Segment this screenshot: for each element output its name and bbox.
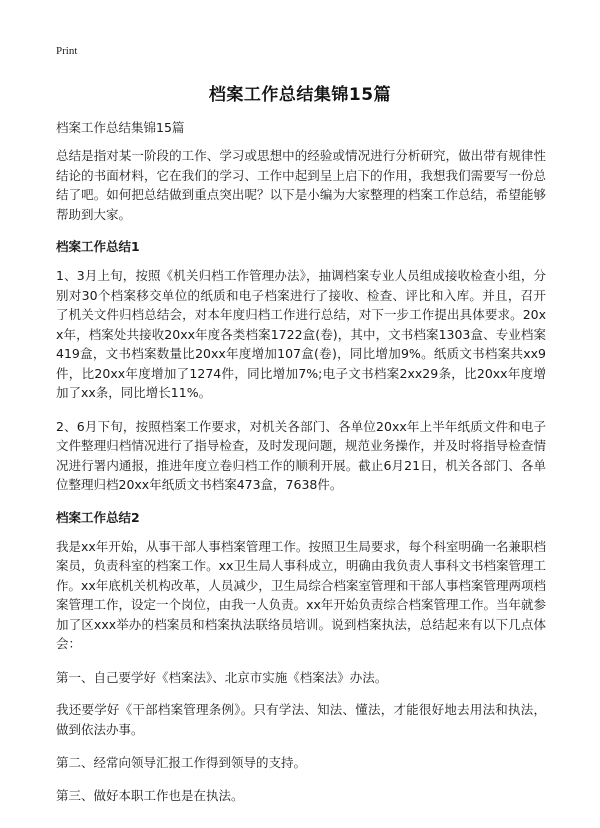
section-heading-2: 档案工作总结2 [56,509,140,525]
section-1-paragraph-1: 1、3月上旬，按照《机关归档工作管理办法》，抽调档案专业人员组成接收检查小组，分别对30个档案移交单位的纸质和电子档案进行了接收、检查、评比和入库。并且，召开了机关文件归档总结会，对本年度归档工作进行总结，对下一步工作提出具体要求。20xx年，档案处共接收20xx年度各类档案1722盒(卷)，其中，文书档案1303盒、专业档案419盒，文书档案数量比20xx年度增加107盒(卷)，同比增加9%。纸质文书档案共xx9件，比20xx年度增加了1274件，同比增加7%;电子文书档案2xx29条，比20xx年度增加了xx条，同比增长11%。 [56,268,546,400]
document-subtitle: 档案工作总结集锦15篇 [56,120,185,135]
section-1-paragraph-2: 2、6月下旬，按照档案工作要求，对机关各部门、各单位20xx年上半年纸质文件和电子文件整理归档情况进行了指导检查，及时发现问题，规范业务操作，并及时将指导检查情况进行署内通报，推进年度立卷归档工作的顺利开展。截止6月21日，机关各部门、各单位整理归档20xx年纸质文书档案473盒，7638件。 [56,418,546,492]
section-2-paragraph-2: 第一、自己要学好《档案法》、北京市实施《档案法》办法。 [56,669,388,685]
section-2-paragraph-1: 我是xx年开始，从事干部人事档案管理工作。按照卫生局要求，每个科室明确一名兼职档案员，负责科室的档案工作。xx卫生局人事科成立，明确由我负责人事科文书档案管理工作。xx年底机关机构改革，人员减少，卫生局综合档案室管理和干部人事档案管理两项档案管理工作，设定一个岗位，由我一人负责。xx年开始负责综合档案管理工作。当年就参加了区xxx举办的档案员和档案执法联络员培训。说到档案执法，总结起来有以下几点体会： [56,538,546,651]
print-label: Print [56,45,78,57]
document-title: 档案工作总结集锦15篇 [208,85,392,105]
section-2-paragraph-5: 第三、做好本职工作也是在执法。 [56,787,244,803]
section-heading-1: 档案工作总结1 [56,239,140,254]
document-body [56,119,546,818]
section-2-paragraph-4: 第二、经常向领导汇报工作得到领导的支持。 [56,755,307,770]
intro-paragraph: 总结是指对某一阶段的工作、学习或思想中的经验或情况进行分析研究，做出带有规律性结论的书面材料，它在我们的学习、工作中起到呈上启下的作用，我想我们需要写一份总结了吧。如何把总结做到重点突出呢？以下是小编为大家整理的档案工作总结，希望能够帮助到大家。 [56,148,546,222]
section-2-paragraph-3: 我还要学好《干部档案管理条例》。只有学法、知法、懂法，才能很好地去用法和执法，做到依法办事。 [56,702,546,737]
